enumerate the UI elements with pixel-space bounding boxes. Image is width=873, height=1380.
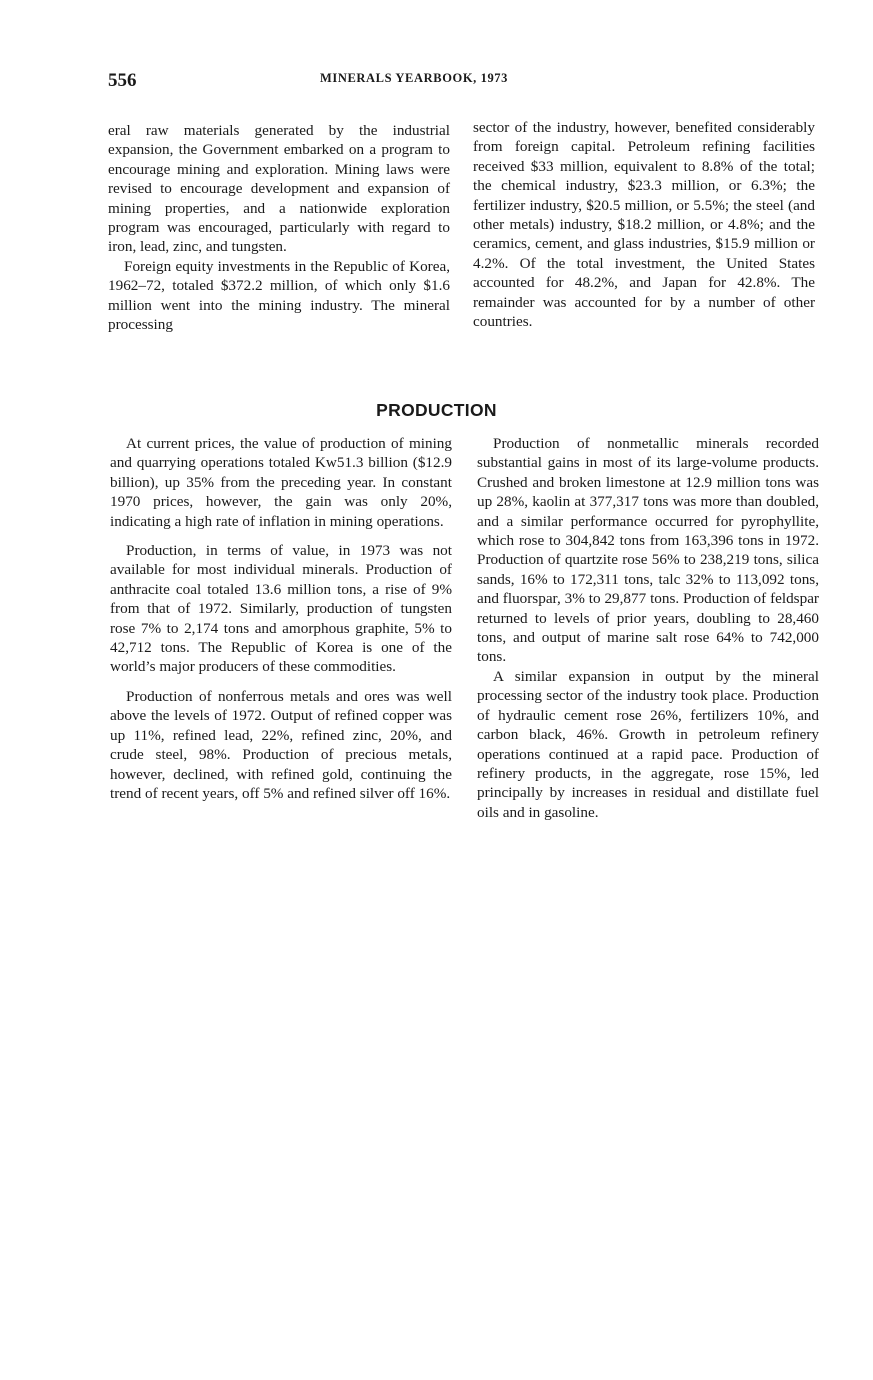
paragraph-nonmetallic-minerals: Production of nonmetallic minerals recorded substantial gains in most of its large-volume products. Crushed and broken limestone at 12.9 million tons was up 28%, kaolin at 377,317 tons was more than doubled, and a similar performance occurred for pyrophyllite, which rose to 304,842 tons from 163,396 tons in 1972. Production of quartzite rose 56% to 238,219 tons, silica sands, 16% to 172,311 tons, talc 32% to 113,092 tons, and fluorspar, 3% to 29,877 tons. Production of feldspar returned to levels of prior years, doubling to 28,460 tons, and output of marine salt rose 64% to 742,000 tons. (477, 435, 819, 666)
top-left-column (108, 121, 450, 334)
paragraph-foreign-capital: sector of the industry, however, benefited considerably from foreign capital. Petroleum refining facilities received $33 million, equivalent to 8.8% of the total; the chemical industry, $23.3 million, or 6.3%; the fertilizer industry, $20.5 million, or 5.5%; the steel (and other metals) industry, $18.2 million, or 4.8%; and the ceramics, cement, and glass industries, $15.9 million or 4.2%. Of the total investment, the United States accounted for 48.2%, and Japan for 42.8%. The remainder was accounted for by a number of other countries. (473, 119, 815, 331)
paragraph-foreign-equity: Foreign equity investments in the Republic of Korea, 1962–72, totaled $372.2 million, of which only $1.6 million went into the mining industry. The mineral processing (108, 257, 450, 334)
paragraph-anthracite-tungsten: Production, in terms of value, in 1973 was not available for most individual minerals. Production of anthracite coal totaled 13.6 million tons, a rise of 9% from that of 1972. Similarly, production of tungsten rose 7% to 2,174 tons and amorphous graphite, 5% to 42,712 tons. The Republic of Korea is one of the world’s major producers of these commodities. (110, 542, 452, 676)
paragraph-value-of-production: At current prices, the value of production of mining and quarrying operations totaled Kw51.3 billion ($12.9 billion), up 35% from the preceding year. In constant 1970 prices, however, the gain was only 20%, indicating a high rate of inflation in mining operations. (110, 435, 452, 530)
production-left-column (110, 434, 452, 803)
top-right-column (473, 118, 815, 331)
running-head-title: MINERALS YEARBOOK, 1973 (320, 71, 509, 85)
page-number: 556 (108, 70, 137, 91)
paragraph-nonferrous-metals: Production of nonferrous metals and ores was well above the levels of 1972. Output of refined copper was up 11%, refined lead, 22%, refined zinc, 20%, and crude steel, 98%. Production of precious metals, however, declined, with refined gold, continuing the trend of recent years, off 5% and refined silver off 16%. (110, 687, 452, 802)
paragraph-continued-raw-materials: eral raw materials generated by the industrial expansion, the Government embarked on a program to encourage mining and exploration. Mining laws were revised to encourage development and expansion of mining properties, and a nationwide exploration program was encouraged, particularly with regard to iron, lead, zinc, and tungsten. (108, 122, 450, 256)
section-heading-production: PRODUCTION (376, 400, 497, 420)
production-right-column (477, 434, 819, 822)
paragraph-mineral-processing: A similar expansion in output by the mineral processing sector of the industry took place. Production of hydraulic cement rose 26%, fertilizers 10%, and carbon black, 46%. Growth in petroleum refinery operations continued at a rapid pace. Production of refinery products, in the aggregate, rose 15%, led principally by increases in residual and distillate fuel oils and in gasoline. (477, 667, 819, 821)
